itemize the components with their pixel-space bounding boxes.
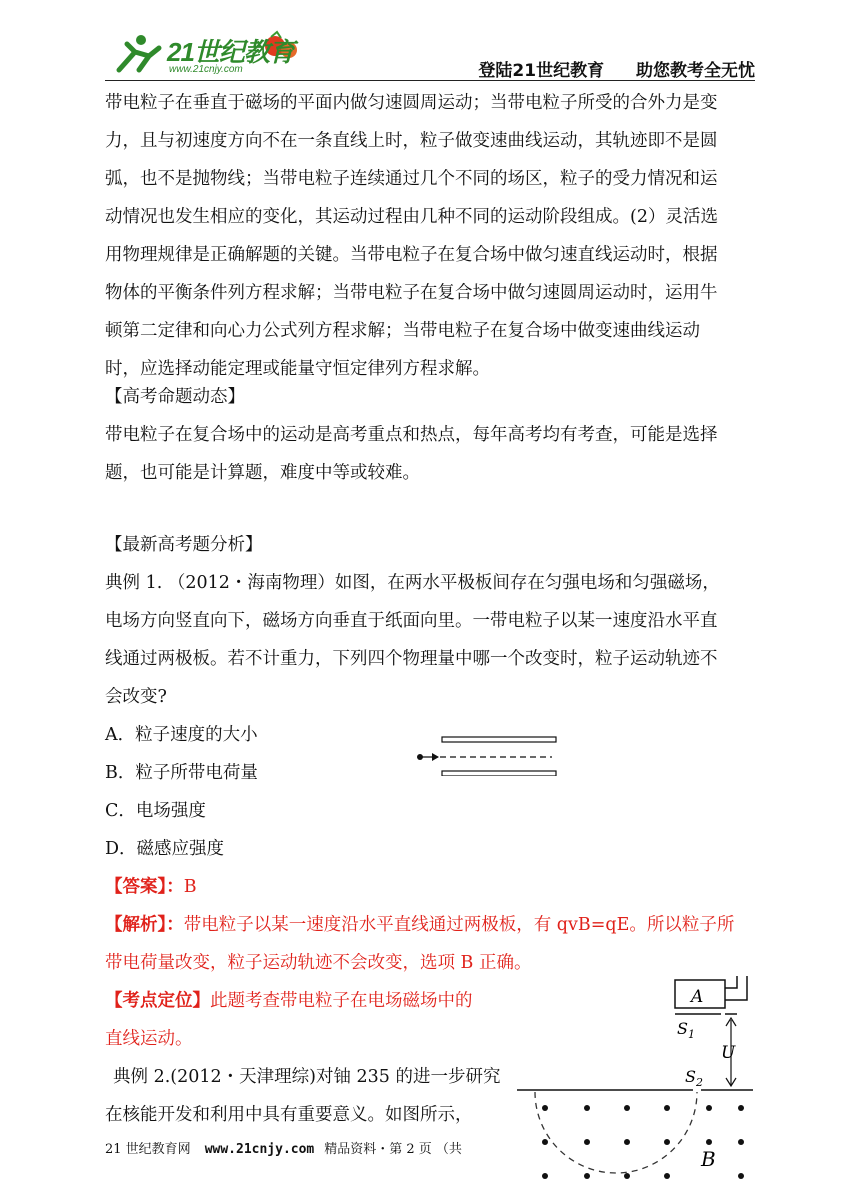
lower-plate xyxy=(442,771,556,776)
label-s2: $S_2$ xyxy=(685,1067,703,1089)
paragraph-line: 力，且与初速度方向不在一条直线上时，粒子做变速曲线运动，其轨迹即不是圆 xyxy=(105,131,718,151)
slogan-login[interactable]: 登陆21世纪教育 xyxy=(478,61,605,81)
option-d: D．磁感应强度 xyxy=(105,839,225,859)
label-s1: $S_1$ xyxy=(677,1019,695,1041)
example2-line: 典例 2.(2012・天津理综)对铀 235 的进一步研究 xyxy=(113,1067,501,1087)
label-a: A xyxy=(691,987,704,1007)
example1-line: 典例 1. （2012・海南物理）如图，在两水平极板间存在匀强电场和匀强磁场， xyxy=(105,573,720,593)
label-u: U xyxy=(721,1043,736,1063)
paragraph-line: 时，应选择动能定理或能量守恒定律列方程求解。 xyxy=(105,359,490,379)
plates-diagram xyxy=(412,736,562,776)
analysis-heading: 【最新高考题分析】 xyxy=(105,535,263,555)
point-line: 直线运动。 xyxy=(105,1029,193,1049)
logo-url: www.21cnjy.com xyxy=(169,64,243,75)
answer-value: B xyxy=(183,877,197,897)
paragraph-line: 物体的平衡条件列方程求解；当带电粒子在复合场中做匀速圆周运动时，运用牛 xyxy=(105,283,718,303)
site-logo[interactable] xyxy=(105,30,305,78)
explain-label: 【解析】： xyxy=(105,915,184,935)
answer-line xyxy=(105,874,197,900)
upper-plate xyxy=(442,737,556,742)
label-b: B xyxy=(701,1147,716,1171)
paragraph-line: 带电粒子在垂直于磁场的平面内做匀速圆周运动；当带电粒子所受的合外力是变 xyxy=(105,93,718,113)
explain-line xyxy=(105,912,734,938)
footer-site: 21 世纪教育网 xyxy=(105,1142,191,1157)
footer-url[interactable]: www.21cnjy.com xyxy=(204,1142,315,1157)
semicircle-path xyxy=(535,1092,697,1173)
footer-page: 精品资料・第 2 页 （共 xyxy=(324,1142,462,1157)
example1-line: 线通过两极板。若不计重力，下列四个物理量中哪一个改变时，粒子运动轨迹不 xyxy=(105,649,718,669)
paragraph-line: 弧，也不是抛物线；当带电粒子连续通过几个不同的场区，粒子的受力情况和运 xyxy=(105,169,718,189)
page-header xyxy=(105,30,755,81)
paragraph-line: 动情况也发生相应的变化，其运动过程由几种不同的运动阶段组成。(2）灵活选 xyxy=(105,207,718,227)
explain-text: 带电粒子以某一速度沿水平直线通过两极板，有 qvB=qE。所以粒子所 xyxy=(183,915,735,935)
page-footer xyxy=(105,1138,462,1157)
point-text: 此题考查带电粒子在电场磁场中的 xyxy=(210,991,473,1011)
example2-line: 在核能开发和利用中具有重要意义。如图所示， xyxy=(105,1105,473,1125)
option-c: C．电场强度 xyxy=(105,801,206,821)
spectrometer-diagram xyxy=(515,968,755,1188)
trend-heading: 【高考命题动态】 xyxy=(105,387,245,407)
paragraph-line: 顿第二定律和向心力公式列方程求解；当带电粒子在复合场中做变速曲线运动 xyxy=(105,321,700,341)
trend-line: 带电粒子在复合场中的运动是高考重点和热点，每年高考均有考查，可能是选择 xyxy=(105,425,718,445)
point-line xyxy=(105,988,473,1014)
paragraph-line: 用物理规律是正确解题的关键。当带电粒子在复合场中做匀速直线运动时，根据 xyxy=(105,245,718,265)
slogan-tagline: 助您教考全无忧 xyxy=(636,61,755,81)
arrow-icon xyxy=(432,753,439,761)
option-b: B．粒子所带电荷量 xyxy=(105,763,258,783)
answer-label: 【答案】： xyxy=(105,877,184,897)
option-a: A．粒子速度的大小 xyxy=(105,725,258,745)
trend-line: 题，也可能是计算题，难度中等或较难。 xyxy=(105,463,420,483)
logo-text: 21世纪教育 xyxy=(167,37,294,67)
explain-line: 带电荷量改变，粒子运动轨迹不会改变，选项 B 正确。 xyxy=(105,953,532,973)
header-slogan xyxy=(452,56,755,81)
example1-line: 会改变? xyxy=(105,687,167,707)
point-label: 【考点定位】 xyxy=(105,991,210,1011)
example1-line: 电场方向竖直向下，磁场方向垂直于纸面向里。一带电粒子以某一速度沿水平直 xyxy=(105,611,718,631)
